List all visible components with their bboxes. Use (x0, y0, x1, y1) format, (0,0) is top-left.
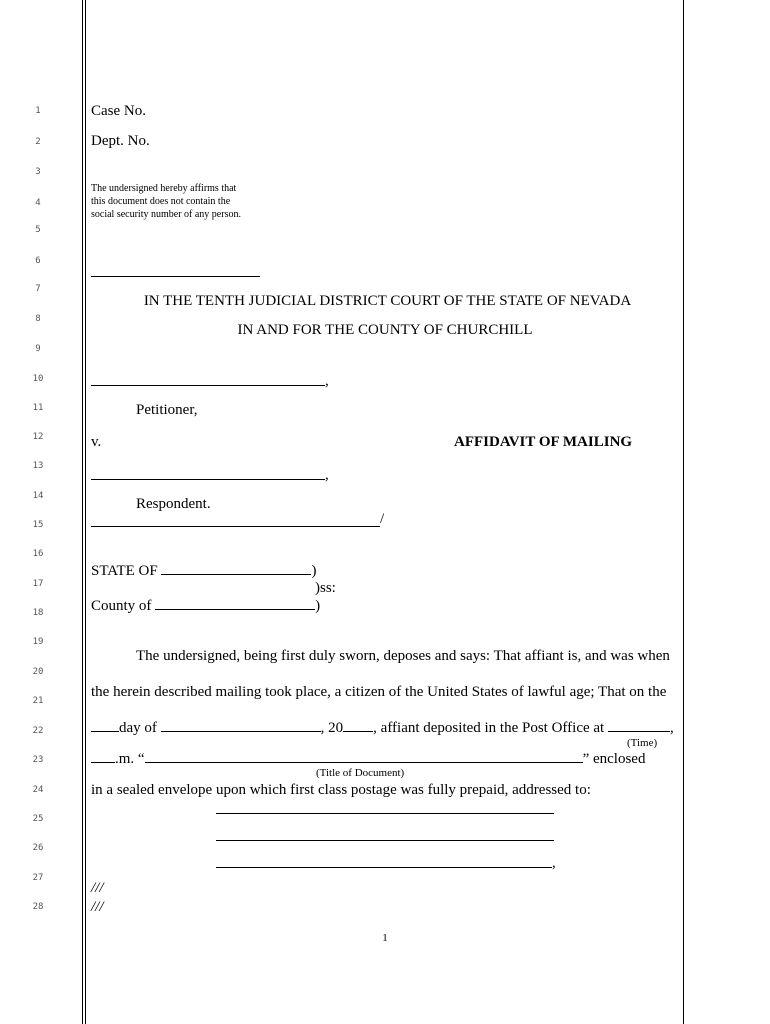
court-heading-line-2: IN AND FOR THE COUNTY OF CHURCHILL (237, 322, 533, 338)
address-line-2 (216, 840, 554, 841)
line-number: 4 (35, 198, 41, 208)
state-paren: ) (311, 563, 317, 579)
m-label: .m. “ (115, 751, 145, 767)
line-number: 27 (32, 873, 44, 883)
body-paragraph-line-1: The undersigned, being first duly sworn, deposes and says: That affiant is, and was when (136, 648, 670, 664)
line-number: 19 (32, 637, 44, 647)
time-blank (608, 719, 670, 732)
line-number: 20 (32, 667, 44, 677)
day-of-label: day of (119, 720, 157, 736)
county-of-row (91, 597, 320, 615)
versus-label: v. (91, 434, 102, 450)
line-number: 18 (32, 608, 44, 618)
continuation-marker-2: /// (91, 899, 104, 915)
line-number: 11 (32, 403, 44, 413)
year-blank (343, 719, 373, 732)
caption-closing-line (91, 526, 380, 527)
line-number: 13 (32, 461, 44, 471)
line-number: 24 (32, 785, 44, 795)
document-title-blank (145, 750, 583, 763)
post-office-text: , affiant deposited in the Post Office at (373, 720, 605, 736)
address-line-1 (216, 813, 554, 814)
body-paragraph-line-3: in a sealed envelope upon which first class postage was fully prepaid, addressed to: (91, 782, 591, 798)
petitioner-comma: , (325, 373, 329, 389)
line-number: 9 (35, 344, 41, 354)
line-number: 28 (32, 902, 44, 912)
line-number: 14 (32, 491, 44, 501)
day-blank (91, 719, 119, 732)
line-number: 5 (35, 225, 41, 235)
respondent-comma: , (325, 467, 329, 483)
petitioner-name-line (91, 385, 325, 386)
page-number: 1 (382, 932, 388, 944)
line-number: 7 (35, 284, 41, 294)
county-blank (155, 597, 315, 610)
county-paren: ) (315, 598, 321, 614)
line-number: 25 (32, 814, 44, 824)
time-note: (Time) (627, 737, 658, 749)
line-number: 21 (32, 696, 44, 706)
line-number: 16 (32, 549, 44, 559)
affirmation-line-3: social security number of any person. (91, 209, 241, 220)
year-prefix: , 20 (320, 720, 344, 736)
line-number: 12 (32, 432, 44, 442)
continuation-marker-1: /// (91, 880, 104, 896)
address-line-3 (216, 867, 552, 868)
attorney-signature-line (91, 276, 260, 277)
petitioner-label: Petitioner, (136, 402, 198, 418)
line-number: 23 (32, 755, 44, 765)
ss-label: )ss: (315, 580, 336, 596)
line-number: 2 (35, 137, 41, 147)
enclosed-text: ” enclosed (582, 751, 646, 767)
line-number: 1 (35, 106, 41, 116)
caption-closing-slash: / (380, 511, 385, 527)
left-margin-rule-inner (85, 0, 86, 1024)
state-of-row (91, 562, 316, 580)
county-of-label: County of (91, 598, 152, 614)
time-comma: , (669, 720, 674, 736)
line-number: 10 (32, 374, 44, 384)
line-number: 17 (32, 579, 44, 589)
document-title: AFFIDAVIT OF MAILING (454, 434, 633, 450)
document-title-row (91, 750, 645, 768)
address-line-3-comma: , (552, 855, 556, 871)
am-pm-blank (91, 750, 115, 763)
state-blank (161, 562, 311, 575)
line-number: 3 (35, 167, 41, 177)
affirmation-line-1: The undersigned hereby affirms that (91, 183, 237, 194)
affirmation-line-2: this document does not contain the (91, 196, 231, 207)
month-blank (161, 719, 321, 732)
mailing-date-row (91, 719, 674, 737)
body-paragraph-line-2: the herein described mailing took place, a citizen of the United States of lawful age; That on the (91, 684, 667, 700)
respondent-name-line (91, 479, 325, 480)
case-number-label: Case No. (91, 103, 146, 119)
court-heading-line-1: IN THE TENTH JUDICIAL DISTRICT COURT OF THE STATE OF NEVADA (143, 293, 632, 309)
line-number: 26 (32, 843, 44, 853)
dept-number-label: Dept. No. (91, 133, 150, 149)
title-of-document-note: (Title of Document) (316, 767, 405, 779)
line-number: 15 (32, 520, 44, 530)
line-number: 22 (32, 726, 44, 736)
line-number: 8 (35, 314, 41, 324)
line-number: 6 (35, 256, 41, 266)
left-margin-rule-outer (82, 0, 83, 1024)
respondent-label: Respondent. (136, 496, 211, 512)
state-of-label: STATE OF (91, 563, 158, 579)
right-margin-rule (683, 0, 684, 1024)
